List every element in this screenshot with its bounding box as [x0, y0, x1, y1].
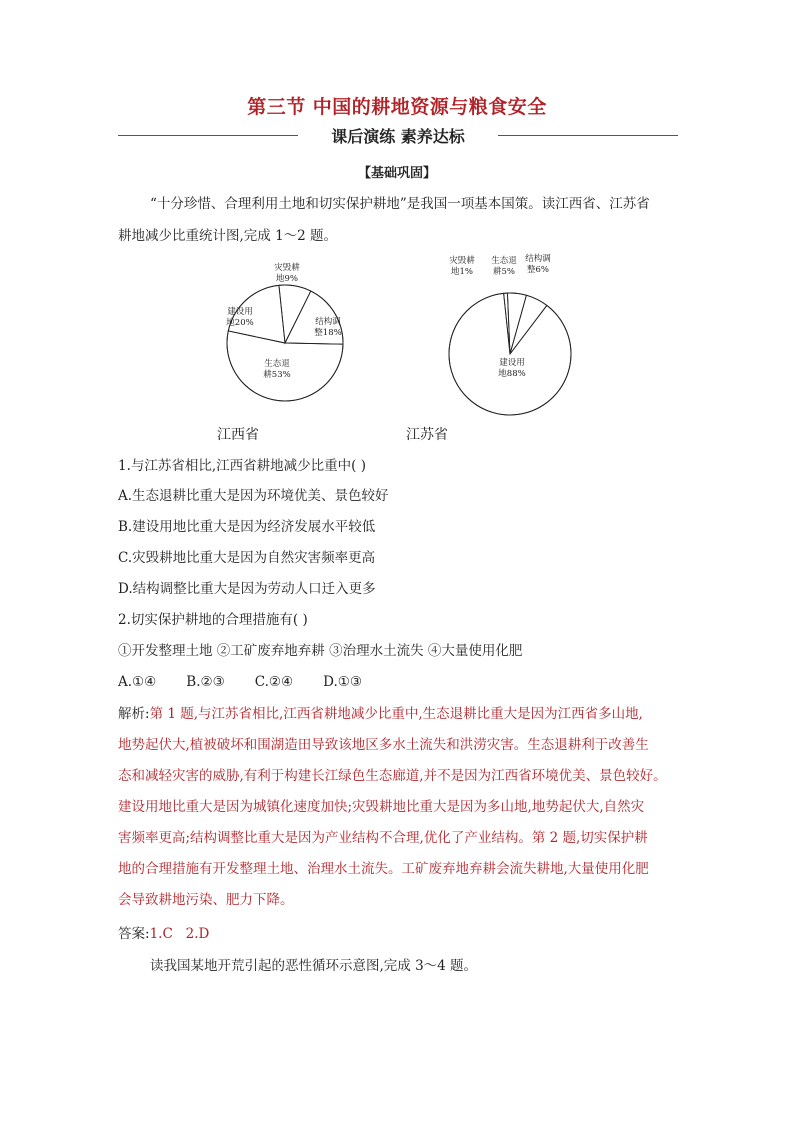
answer-value: 1.C 2.D [149, 926, 210, 942]
question-2-choices: A.①④ B.②③ C.②④ D.①③ [118, 674, 362, 690]
answer-line [118, 924, 209, 944]
question-2-items: ①开发整理土地 ②工矿废弃地弃耕 ③治理水土流失 ④大量使用化肥 [118, 643, 523, 659]
analysis-line-2: 地势起伏大,植被破坏和围湖造田导致该地区多水土流失和洪涝灾害。生态退耕利于改善生 [118, 737, 649, 753]
pie-label-生态退耕: 生态退耕5% [491, 256, 517, 277]
question-1-stem: 1.与江苏省相比,江西省耕地减少比重中( ) [118, 458, 366, 474]
page-title: 第三节 中国的耕地资源与粮食安全 [247, 96, 547, 118]
jiangsu-pie-slices [449, 293, 571, 415]
jiangxi-chart-caption: 江西省 [217, 427, 259, 443]
question-1-option-c: C.灾毁耕地比重大是因为自然灾害频率更高 [118, 550, 376, 566]
analysis-label: 解析: [118, 706, 150, 722]
banner-text: 课后演练 素养达标 [331, 127, 465, 146]
pie-label-建设用地: 建设用地20% [226, 307, 254, 328]
analysis-line-3: 态和减轻灾害的威胁,有利于构建长江绿色生态廊道,并不是因为江西省环境优美、景色较好。 [118, 768, 667, 784]
question-1-option-d: D.结构调整比重大是因为劳动人口迁入更多 [118, 581, 376, 597]
analysis-text: 第 1 题,与江苏省相比,江西省耕地减少比重中,生态退耕比重大是因为江西省多山地, [149, 706, 643, 722]
question-1-option-a: A.生态退耕比重大是因为环境优美、景色较好 [118, 488, 389, 504]
analysis-line-7: 会导致耕地污染、肥力下降。 [118, 892, 294, 908]
pie-label-结构调整: 结构调整6% [525, 254, 551, 275]
next-question-intro: 读我国某地开荒引起的恶性循环示意图,完成 3～4 题。 [150, 958, 478, 974]
question-1-option-b: B.建设用地比重大是因为经济发展水平较低 [118, 519, 376, 535]
jiangxi-pie-chart [215, 258, 355, 418]
answer-label: 答案: [118, 926, 150, 942]
pie-label-结构调整: 结构调整18% [314, 317, 342, 338]
question-2-stem: 2.切实保护耕地的合理措施有( ) [118, 612, 308, 628]
intro-line-2: 耕地减少比重统计图,完成 1～2 题。 [118, 228, 338, 244]
jiangxi-pie-slices [227, 285, 343, 401]
analysis-line-4: 建设用地比重大是因为城镇化速度加快;灾毁耕地比重大是因为多山地,地势起伏大,自然灾 [118, 799, 645, 815]
section-banner [118, 122, 678, 150]
pie-label-建设用地: 建设用地88% [498, 358, 526, 379]
section-heading: 【基础巩固】 [357, 166, 436, 181]
analysis-line-6: 地的合理措施有开发整理土地、治理水土流失。工矿废弃地弃耕会流失耕地,大量使用化肥 [118, 861, 649, 877]
jiangsu-pie-chart [430, 252, 590, 417]
intro-line-1: “十分珍惜、合理利用土地和切实保护耕地”是我国一项基本国策。读江西省、江苏省 [150, 196, 650, 212]
pie-label-生态退耕: 生态退耕53% [263, 359, 291, 380]
jiangsu-chart-caption: 江苏省 [406, 427, 448, 443]
analysis-line-1 [118, 704, 643, 724]
pie-label-灾毁耕地: 灾毁耕地9% [274, 263, 300, 284]
pie-label-灾毁耕地: 灾毁耕地1% [449, 256, 475, 277]
analysis-line-5: 害频率更高;结构调整比重大是因为产业结构不合理,优化了产业结构。第 2 题,切实保护耕 [118, 830, 648, 846]
